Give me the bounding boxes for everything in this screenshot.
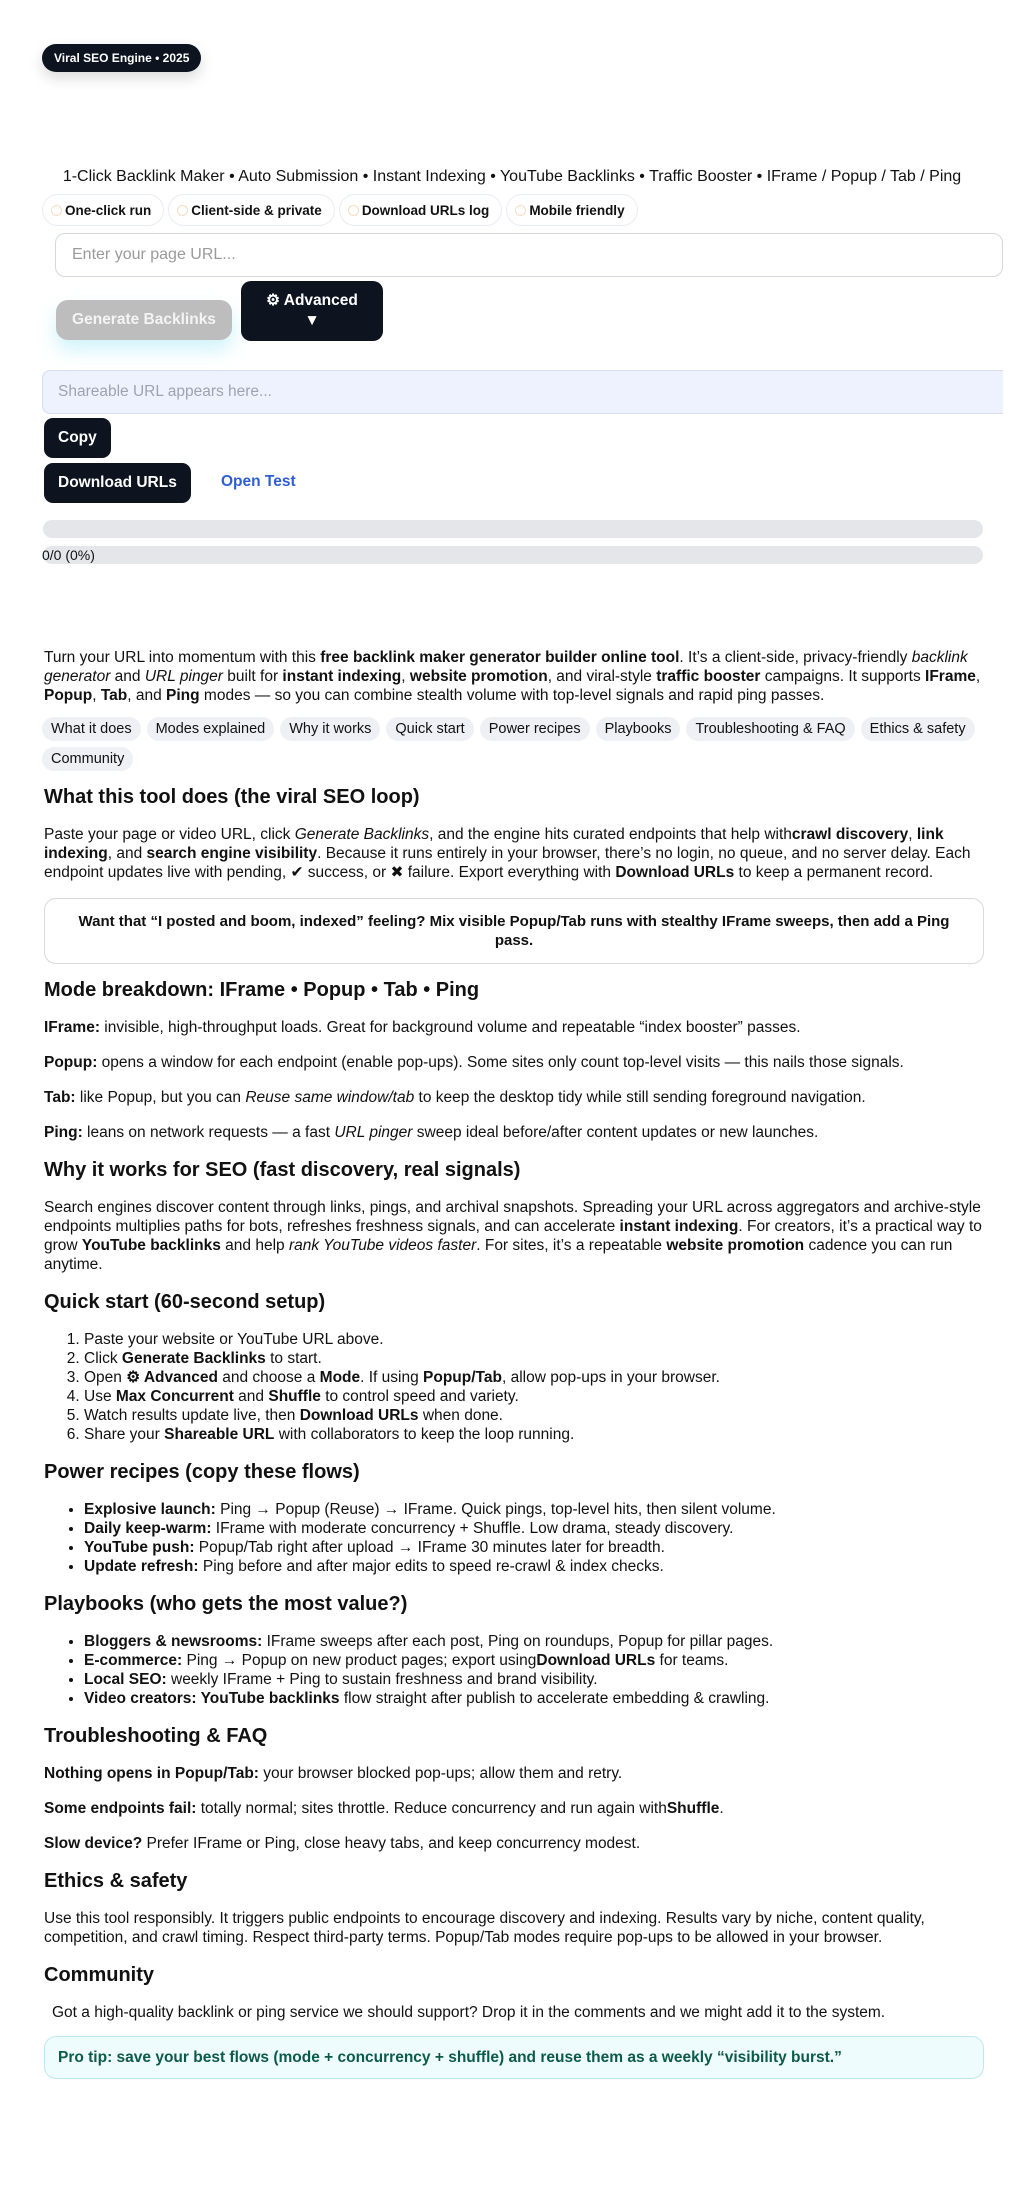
- text-run: totally normal; sites throttle. Reduce concurrency and run again with: [196, 1800, 667, 1817]
- section-heading: Ethics & safety: [44, 1870, 188, 1892]
- circle-icon: [51, 205, 62, 216]
- chip-label: One-click run: [65, 202, 152, 218]
- section-recipes: [44, 1460, 984, 1576]
- text-run: and: [110, 668, 145, 685]
- text-run: URL pinger: [334, 1124, 413, 1141]
- text-run: Ping:: [44, 1124, 83, 1141]
- text-run: Update refresh:: [84, 1558, 199, 1575]
- toc-link[interactable]: Quick start: [386, 717, 473, 741]
- text-run: . For sites, it’s a repeatable: [476, 1237, 667, 1254]
- text-run: Explosive launch:: [84, 1501, 216, 1518]
- advanced-toggle-button[interactable]: [241, 281, 383, 341]
- text-run: . Because it runs entirely in your browser, there’s no login, no queue, and no server delay. Each endpoint updates live with pending, ✔ success, or ✖ failure. Export everything with: [44, 845, 971, 881]
- text-run: Watch results update live, then: [84, 1407, 300, 1424]
- section-heading: What this tool does (the viral SEO loop): [44, 786, 420, 808]
- progress-status-track: [43, 546, 983, 564]
- text-run: free backlink maker generator builder online tool: [320, 649, 680, 666]
- section-faq: [44, 1724, 984, 1853]
- faq-item: [44, 1834, 984, 1853]
- text-run: traffic booster: [656, 668, 761, 685]
- section-heading: Mode breakdown: IFrame • Popup • Tab • Ping: [44, 979, 480, 1001]
- circle-icon: [515, 205, 526, 216]
- text-run: website promotion: [409, 668, 548, 685]
- text-run: Local SEO:: [84, 1671, 167, 1688]
- text-run: modes — so you can combine stealth volume with top-level signals and rapid ping passes.: [199, 687, 825, 704]
- text-run: to start.: [265, 1350, 322, 1367]
- step-item: [84, 1330, 984, 1349]
- paragraph: Use this tool responsibly. It triggers public endpoints to encourage discovery and indexing. Results vary by niche, content quality, competition, and crawl timing. Respect third-party terms. Popup/Tab modes require pop-ups to be allowed in your browser.: [44, 1910, 925, 1946]
- feature-chip: [168, 194, 335, 226]
- open-test-link[interactable]: Open Test: [221, 473, 296, 490]
- text-run: Popup: [44, 687, 93, 704]
- toc-link[interactable]: What it does: [42, 717, 141, 741]
- step-item: [84, 1387, 984, 1406]
- section-what: [44, 785, 984, 964]
- text-run: Ping → Popup on new product pages; export using: [182, 1652, 537, 1669]
- text-run: , and: [127, 687, 167, 704]
- text-run: Generate Backlinks: [121, 1350, 266, 1367]
- faq-item: [44, 1799, 984, 1818]
- text-run: Mode: [319, 1369, 361, 1386]
- recipe-item: [84, 1519, 984, 1538]
- circle-icon: [177, 205, 188, 216]
- text-run: invisible, high-throughput loads. Great for background volume and repeatable “index booster” passes.: [100, 1019, 801, 1036]
- section-quick-start: [44, 1290, 984, 1444]
- section-heading: Power recipes (copy these flows): [44, 1461, 360, 1483]
- section-why: [44, 1158, 984, 1274]
- chip-label: Download URLs log: [361, 202, 490, 218]
- text-run: Download URLs: [299, 1407, 419, 1424]
- text-run: Nothing opens in Popup/Tab:: [44, 1765, 259, 1782]
- section-heading: Playbooks (who gets the most value?): [44, 1593, 408, 1615]
- text-run: Open: [84, 1369, 127, 1386]
- text-run: with collaborators to keep the loop running.: [274, 1426, 575, 1443]
- copy-button[interactable]: Copy: [44, 418, 111, 458]
- playbook-item: [84, 1632, 984, 1651]
- text-run: Slow device?: [44, 1835, 143, 1852]
- text-run: sweep ideal before/after content updates or new launches.: [412, 1124, 819, 1141]
- text-run: . For creators, it’s a practical way to grow: [44, 1218, 982, 1254]
- toc-link[interactable]: Playbooks: [596, 717, 681, 741]
- advanced-label: ⚙ Advanced: [266, 292, 358, 309]
- text-run: and choose a: [217, 1369, 320, 1386]
- table-of-contents: [42, 717, 984, 771]
- text-run: E-commerce:: [84, 1652, 183, 1669]
- text-run: . It’s a client-side, privacy-friendly: [679, 649, 912, 666]
- text-run: flow straight after publish to accelerate embedding & crawling.: [339, 1690, 770, 1707]
- section-heading: Community: [44, 1964, 154, 1986]
- text-run: instant indexing: [619, 1218, 739, 1235]
- steps-list: [44, 1330, 984, 1444]
- playbook-item: [84, 1651, 984, 1670]
- text-run: Popup:: [44, 1054, 98, 1071]
- text-run: , and: [107, 845, 147, 862]
- text-run: YouTube push:: [84, 1539, 195, 1556]
- text-run: backlink generator: [44, 649, 968, 685]
- text-run: Reuse same window/tab: [245, 1089, 415, 1106]
- text-run: Prefer IFrame or Ping, close heavy tabs, and keep concurrency modest.: [142, 1835, 641, 1852]
- text-run: to control speed and variety.: [320, 1388, 519, 1405]
- faq-item: [44, 1764, 984, 1783]
- step-item: [84, 1349, 984, 1368]
- step-item: [84, 1406, 984, 1425]
- progress-bar-track: [43, 520, 983, 538]
- playbook-item: [84, 1689, 984, 1708]
- text-run: Bloggers & newsrooms:: [84, 1633, 263, 1650]
- text-run: Click: [84, 1350, 122, 1367]
- mode-iframe: [44, 1018, 984, 1037]
- text-run: cadence you can run anytime.: [44, 1237, 953, 1273]
- download-urls-button[interactable]: Download URLs: [44, 463, 191, 503]
- text-run: Ping before and after major edits to speed re-crawl & index checks.: [198, 1558, 664, 1575]
- text-run: , and viral-style: [547, 668, 657, 685]
- section-community: [44, 1963, 984, 2079]
- caret-down-icon: ▼: [304, 312, 320, 329]
- callout-box: Want that “I posted and boom, indexed” feeling? Mix visible Popup/Tab runs with stealthy IFrame sweeps, then add a Ping pass.: [44, 898, 984, 964]
- toc-link[interactable]: Why it works: [280, 717, 380, 741]
- text-run: Tab: [100, 687, 128, 704]
- text-run: IFrame with moderate concurrency + Shuffle. Low drama, steady discovery.: [211, 1520, 734, 1537]
- text-run: link indexing: [44, 826, 944, 862]
- step-item: [84, 1425, 984, 1444]
- step-item: [84, 1368, 984, 1387]
- text-run: YouTube backlinks: [81, 1237, 221, 1254]
- progress-text: 0/0 (0%): [42, 547, 95, 563]
- text-run: ,: [92, 687, 101, 704]
- text-run: Paste your website or YouTube URL above.: [84, 1331, 384, 1348]
- text-run: Search engines discover content through links, pings, and archival snapshots. Spreading your URL across aggregators and archive-style endpoints multiplies paths for bots, refreshes freshness signals, and can accelerate: [44, 1199, 981, 1235]
- pro-tip-box: Pro tip: save your best flows (mode + concurrency + shuffle) and reuse them as a weekly “visibility burst.”: [44, 2036, 984, 2079]
- text-run: IFrame: [925, 668, 976, 685]
- text-run: and: [233, 1388, 269, 1405]
- chip-label: Client-side & private: [191, 202, 322, 218]
- toc-link[interactable]: Modes explained: [147, 717, 275, 741]
- feature-chip: [506, 194, 637, 226]
- section-heading: Troubleshooting & FAQ: [44, 1725, 268, 1747]
- text-run: built for: [222, 668, 283, 685]
- brand-badge: Viral SEO Engine • 2025: [42, 44, 201, 72]
- text-run: search engine visibility: [146, 845, 318, 862]
- paragraph: Got a high-quality backlink or ping service we should support? Drop it in the comments and we might add it to the system.: [52, 2004, 886, 2021]
- toc-link[interactable]: Power recipes: [480, 717, 590, 741]
- chip-label: Mobile friendly: [529, 202, 625, 218]
- text-run: ,: [401, 668, 410, 685]
- text-run: like Popup, but you can: [75, 1089, 246, 1106]
- text-run: leans on network requests — a fast: [82, 1124, 335, 1141]
- text-run: weekly IFrame + Ping to sustain freshness and brand visibility.: [166, 1671, 598, 1688]
- text-run: Video creators: YouTube backlinks: [84, 1690, 340, 1707]
- section-ethics: [44, 1869, 984, 1947]
- shareable-url-input[interactable]: [42, 370, 1003, 414]
- text-run: , and the engine hits curated endpoints that help with: [429, 826, 792, 843]
- text-run: for teams.: [655, 1652, 729, 1669]
- text-run: Download URLs: [536, 1652, 656, 1669]
- article: [44, 648, 984, 2079]
- text-run: Share your: [84, 1426, 165, 1443]
- mode-popup: [44, 1053, 984, 1072]
- text-run: rank YouTube videos faster: [288, 1237, 477, 1254]
- paragraph: [44, 825, 984, 882]
- playbook-item: [84, 1670, 984, 1689]
- text-run: instant indexing: [282, 668, 402, 685]
- playbooks-list: [44, 1632, 984, 1708]
- text-run: Paste your page or video URL, click: [44, 826, 295, 843]
- text-run: Download URLs: [615, 864, 735, 881]
- text-run: crawl discovery: [791, 826, 909, 843]
- recipe-item: [84, 1538, 984, 1557]
- feature-chip: [339, 194, 503, 226]
- toc-link[interactable]: Ethics & safety: [861, 717, 975, 741]
- text-run: Popup/Tab right after upload → IFrame 30 minutes later for breadth.: [194, 1539, 665, 1556]
- feature-chip: [42, 194, 164, 226]
- mode-ping: [44, 1123, 984, 1142]
- text-run: Shuffle: [666, 1800, 720, 1817]
- toc-link[interactable]: Community: [42, 747, 133, 771]
- circle-icon: [348, 205, 359, 216]
- text-run: Shareable URL: [164, 1426, 275, 1443]
- text-run: Generate Backlinks: [294, 826, 430, 843]
- text-run: IFrame sweeps after each post, Ping on roundups, Popup for pillar pages.: [262, 1633, 774, 1650]
- text-run: and help: [220, 1237, 289, 1254]
- text-run: . If using: [360, 1369, 424, 1386]
- text-run: ,: [908, 826, 917, 843]
- text-run: URL pinger: [144, 668, 223, 685]
- section-playbooks: [44, 1592, 984, 1708]
- text-run: website promotion: [666, 1237, 805, 1254]
- text-run: Use: [84, 1388, 116, 1405]
- text-run: .: [719, 1800, 724, 1817]
- text-run: when done.: [418, 1407, 503, 1424]
- text-run: your browser blocked pop-ups; allow them and retry.: [258, 1765, 623, 1782]
- text-run: Tab:: [44, 1089, 76, 1106]
- text-run: campaigns. It supports: [760, 668, 926, 685]
- text-run: Shuffle: [268, 1388, 321, 1405]
- text-run: to keep the desktop tidy while still sending foreground navigation.: [414, 1089, 866, 1106]
- text-run: Daily keep-warm:: [84, 1520, 212, 1537]
- text-run: Ping → Popup (Reuse) → IFrame. Quick pings, top-level hits, then silent volume.: [215, 1501, 776, 1518]
- paragraph: [44, 1198, 984, 1274]
- text-run: Max Concurrent: [115, 1388, 234, 1405]
- section-modes: [44, 978, 984, 1142]
- text-run: Ping: [166, 687, 200, 704]
- text-run: Turn your URL into momentum with this: [44, 649, 321, 666]
- intro-paragraph: [44, 648, 984, 705]
- text-run: to keep a permanent record.: [734, 864, 934, 881]
- text-run: ⚙ Advanced: [126, 1369, 218, 1386]
- text-run: Popup/Tab: [423, 1369, 502, 1386]
- mode-tab: [44, 1088, 984, 1107]
- generate-backlinks-button[interactable]: Generate Backlinks: [56, 300, 232, 340]
- section-heading: Why it works for SEO (fast discovery, real signals): [44, 1159, 521, 1181]
- recipe-item: [84, 1500, 984, 1519]
- feature-chips: [42, 194, 638, 226]
- section-heading: Quick start (60-second setup): [44, 1291, 326, 1313]
- text-run: ,: [975, 668, 981, 685]
- page-url-input[interactable]: [55, 233, 1003, 277]
- recipes-list: [44, 1500, 984, 1576]
- text-run: IFrame:: [44, 1019, 100, 1036]
- text-run: , allow pop-ups in your browser.: [501, 1369, 720, 1386]
- toc-link[interactable]: Troubleshooting & FAQ: [686, 717, 854, 741]
- text-run: opens a window for each endpoint (enable pop-ups). Some sites only count top-level visits — this nails those signals.: [97, 1054, 904, 1071]
- tagline: 1-Click Backlink Maker • Auto Submission • Instant Indexing • YouTube Backlinks • Traffic Booster • IFrame / Popup / Tab / Ping: [62, 168, 962, 185]
- text-run: Some endpoints fail:: [44, 1800, 197, 1817]
- recipe-item: [84, 1557, 984, 1576]
